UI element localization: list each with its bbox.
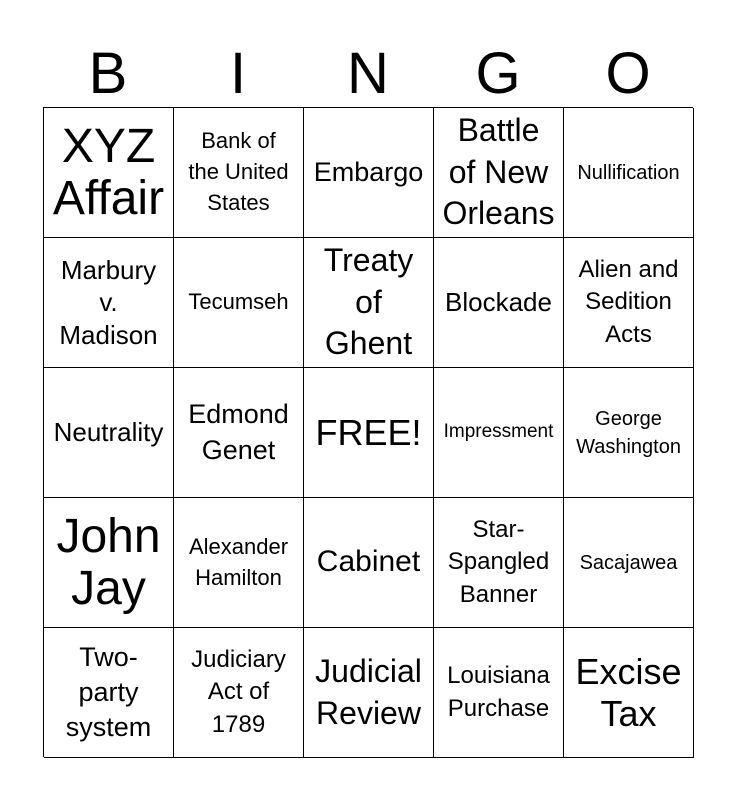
bingo-cell[interactable] [304, 108, 434, 238]
bingo-cell[interactable] [304, 628, 434, 758]
bingo-cell[interactable] [44, 498, 174, 628]
cell-label: Blockade [445, 287, 552, 318]
cell-label: Judiciary Act of 1789 [191, 645, 286, 738]
free-space-label: FREE! [315, 411, 422, 453]
cell-label: Edmond Genet [188, 399, 289, 465]
cell-label: Excise Tax [575, 651, 682, 734]
bingo-cell free-space[interactable] [304, 368, 434, 498]
cell-label: Judicial Review [315, 652, 422, 731]
bingo-cell[interactable] [174, 498, 304, 628]
cell-label: Marbury v. Madison [59, 254, 158, 350]
cell-label: Tecumseh [188, 289, 289, 315]
header-letter-b: B [88, 41, 128, 106]
cell-label: Alexander Hamilton [188, 533, 289, 590]
cell-label: Nullification [577, 161, 680, 184]
bingo-cell[interactable] [434, 238, 564, 368]
bingo-cell[interactable] [564, 628, 694, 758]
bingo-cell[interactable] [564, 108, 694, 238]
cell-label: Cabinet [316, 545, 421, 579]
cell-label: Embargo [313, 156, 424, 187]
bingo-cell[interactable] [44, 238, 174, 368]
bingo-cell[interactable] [44, 368, 174, 498]
bingo-cell[interactable] [304, 238, 434, 368]
bingo-cell[interactable] [44, 108, 174, 238]
bingo-cell[interactable] [304, 498, 434, 628]
cell-label: Louisiana Purchase [447, 662, 550, 722]
cell-label: Bank of the United States [188, 128, 289, 215]
bingo-cell[interactable] [434, 498, 564, 628]
cell-label: Alien and Sedition Acts [578, 255, 679, 348]
cell-label: Two- party system [65, 641, 152, 743]
bingo-header [43, 40, 693, 108]
cell-label: Sacajawea [579, 551, 678, 574]
bingo-cell[interactable] [174, 238, 304, 368]
bingo-cell[interactable] [44, 628, 174, 758]
bingo-cell[interactable] [434, 628, 564, 758]
bingo-cell[interactable] [174, 108, 304, 238]
header-letter-n: N [347, 41, 389, 106]
cell-label: George Washington [576, 407, 681, 458]
cell-label: John Jay [56, 509, 161, 615]
bingo-cell[interactable] [564, 368, 694, 498]
bingo-cell[interactable] [564, 238, 694, 368]
cell-label: Treaty of Ghent [323, 242, 414, 362]
bingo-cell[interactable] [564, 498, 694, 628]
bingo-board [43, 107, 693, 757]
cell-label: Impressment [443, 421, 554, 443]
header-letter-i: I [229, 41, 247, 106]
bingo-cell[interactable] [174, 368, 304, 498]
header-letter-o: O [605, 41, 651, 106]
cell-label: Battle of New Orleans [442, 112, 555, 232]
bingo-cell[interactable] [174, 628, 304, 758]
bingo-cell[interactable] [434, 368, 564, 498]
bingo-cell[interactable] [434, 108, 564, 238]
cell-label: Neutrality [53, 417, 164, 448]
cell-label: Star- Spangled Banner [447, 515, 550, 608]
cell-label: XYZ Affair [52, 119, 165, 225]
header-letter-g: G [475, 41, 521, 106]
